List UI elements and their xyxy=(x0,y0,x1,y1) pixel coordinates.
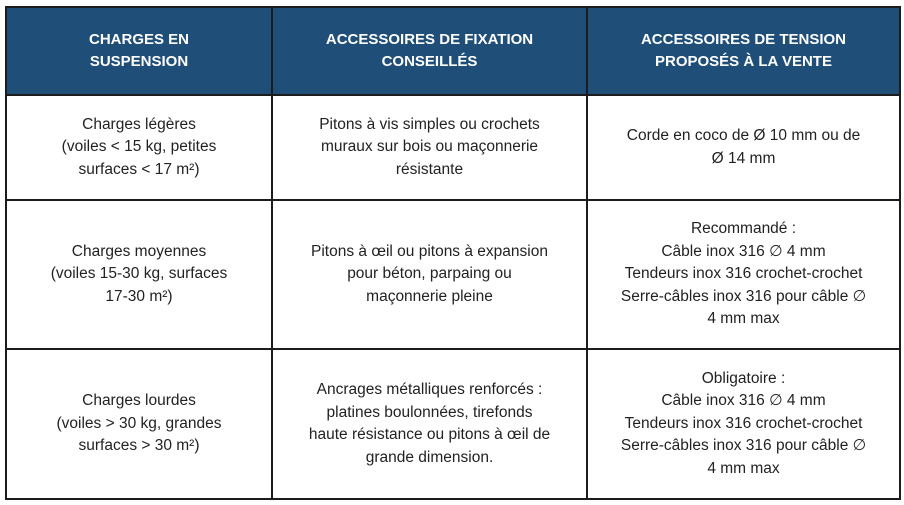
header-charges xyxy=(6,7,272,95)
cell-line: résistante xyxy=(395,160,464,178)
cell-line: (voiles < 15 kg, petites xyxy=(61,138,217,156)
cell-line: maçonnerie pleine xyxy=(366,287,493,305)
header-tension xyxy=(587,7,900,95)
table-row-heavy xyxy=(6,349,900,499)
cell-line: Pitons à œil ou pitons à expansion xyxy=(311,242,548,260)
cell-line: 17-30 m²) xyxy=(105,287,173,305)
cell-line: Recommandé : xyxy=(690,220,797,238)
cell-charge xyxy=(6,349,272,499)
cell-fixation xyxy=(272,95,587,200)
cell-line: Câble inox 316 ∅ 4 mm xyxy=(661,392,826,410)
cell-tension xyxy=(587,95,900,200)
header-text-line: CHARGES EN xyxy=(88,31,189,48)
cell-line: Ø 14 mm xyxy=(711,149,776,167)
cell-line: Câble inox 316 ∅ 4 mm xyxy=(661,242,826,260)
cell-charge xyxy=(6,95,272,200)
cell-line: Corde en coco de Ø 10 mm ou de xyxy=(626,127,861,144)
load-accessories-table xyxy=(5,6,901,500)
cell-line: Ancrages métalliques renforcés : xyxy=(316,381,543,398)
cell-line: Pitons à vis simples ou crochets xyxy=(319,115,540,133)
cell-tension xyxy=(587,200,900,349)
header-text-line: ACCESSOIRES DE FIXATION xyxy=(325,31,534,48)
header-text-line: PROPOSÉS À LA VENTE xyxy=(655,53,832,70)
cell-line: Obligatoire : xyxy=(701,369,786,387)
cell-line: Serre-câbles inox 316 pour câble ∅ xyxy=(620,287,867,305)
cell-line: Charges lourdes xyxy=(82,392,196,410)
cell-line: Tendeurs inox 316 crochet-crochet xyxy=(624,414,863,432)
cell-line: surfaces < 17 m²) xyxy=(78,160,200,178)
header-text-line: SUSPENSION xyxy=(89,53,189,70)
cell-charge xyxy=(6,200,272,349)
cell-line: Tendeurs inox 316 crochet-crochet xyxy=(624,265,863,283)
cell-fixation xyxy=(272,200,587,349)
cell-line: Charges légères xyxy=(82,115,196,133)
table-row-light xyxy=(6,95,900,200)
cell-line: muraux sur bois ou maçonnerie xyxy=(320,138,539,156)
header-text-line: CONSEILLÉS xyxy=(381,53,478,70)
table-row-medium xyxy=(6,200,900,349)
cell-line: platines boulonnées, tirefonds xyxy=(326,403,533,421)
cell-fixation xyxy=(272,349,587,499)
header-fixation xyxy=(272,7,587,95)
cell-line: 4 mm max xyxy=(707,459,780,477)
cell-line: grande dimension. xyxy=(365,448,494,466)
cell-line: (voiles 15-30 kg, surfaces xyxy=(50,265,228,283)
header-row xyxy=(6,7,900,95)
cell-line: (voiles > 30 kg, grandes xyxy=(56,414,222,432)
cell-line: pour béton, parpaing ou xyxy=(347,265,512,283)
cell-line: Charges moyennes xyxy=(71,242,207,260)
cell-line: Serre-câbles inox 316 pour câble ∅ xyxy=(620,437,867,455)
cell-line: 4 mm max xyxy=(707,310,780,328)
header-text-line: ACCESSOIRES DE TENSION xyxy=(640,31,847,48)
cell-line: haute résistance ou pitons à œil de xyxy=(308,426,551,443)
cell-tension xyxy=(587,349,900,499)
cell-line: surfaces > 30 m²) xyxy=(78,437,200,455)
